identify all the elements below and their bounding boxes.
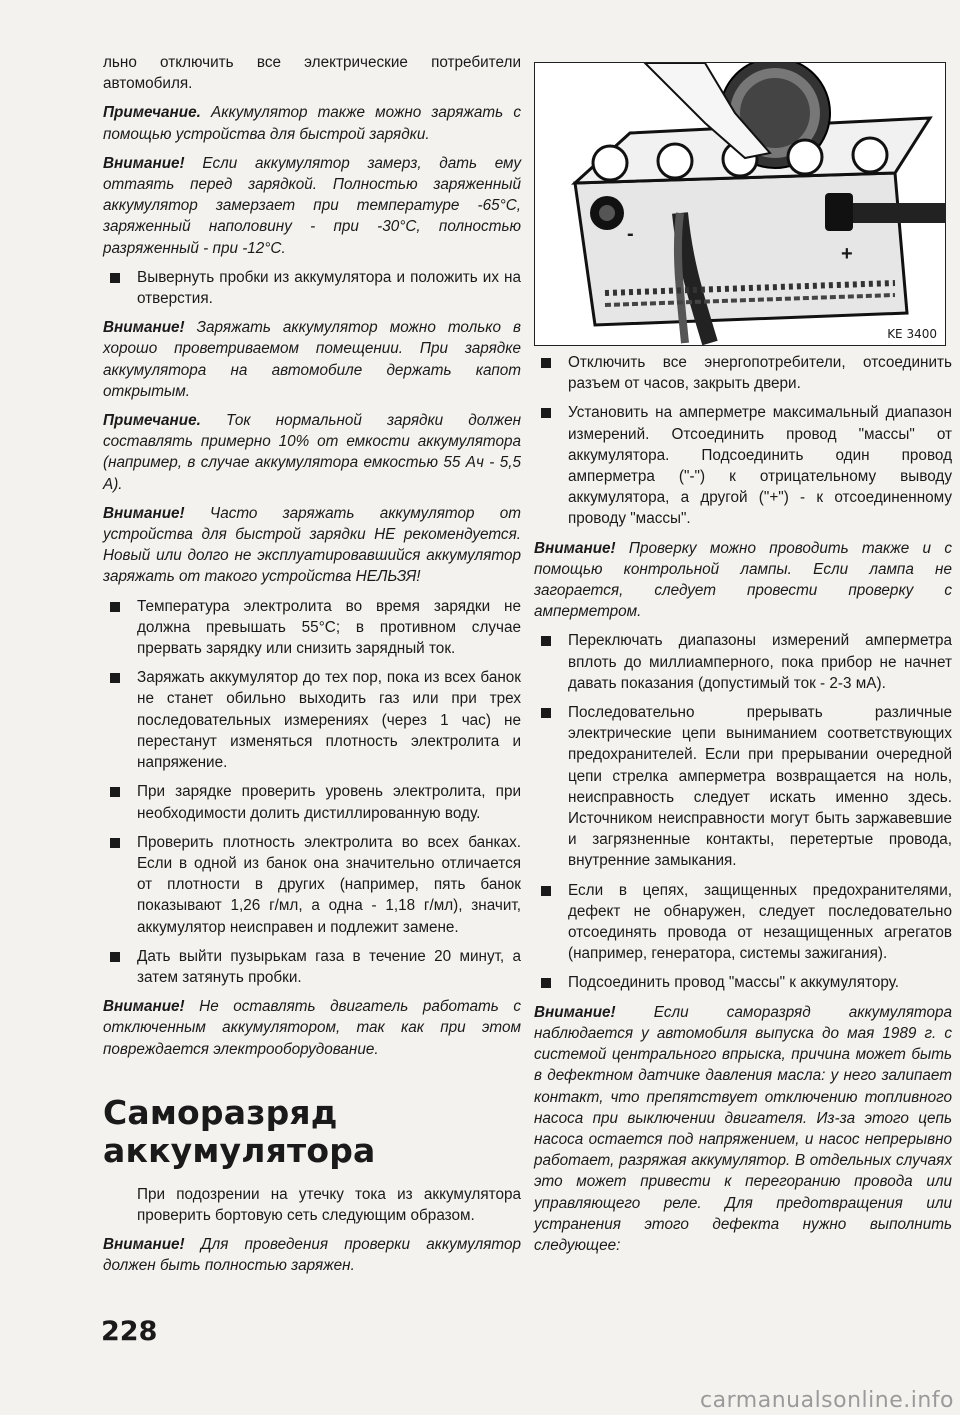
warning-text: Не оставлять двигатель работать с отключенным аккумулятором, так как при этом повреждается электрооборудование.: [103, 998, 521, 1058]
list-item: [103, 832, 521, 938]
list-item-text: Температура электролита во время зарядки не должна превышать 55°C; в противном случае прервать зарядку или снизить зарядный ток.: [137, 597, 521, 658]
page-number: 228: [101, 1316, 158, 1347]
paragraph: льно отключить все электрические потребители автомобиля.: [103, 54, 521, 93]
bullet-square-icon: [541, 978, 551, 988]
paragraph: При подозрении на утечку тока из аккумулятора проверить бортовую сеть следующим образом.: [137, 1185, 521, 1224]
list-item: [534, 352, 952, 394]
warning: [534, 1002, 952, 1256]
warning-lead: Внимание!: [103, 319, 185, 337]
list-item: [534, 402, 952, 529]
list-item-text: Установить на амперметре максимальный диапазон измерений. Отсоединить провод "массы" от аккумулятора. Подсоединить один провод амперметра ("-") к отрицательному выводу аккумулятора, а другой ("+") - к отсоединенному проводу "массы".: [568, 404, 952, 528]
warning-text: Для проведения проверки аккумулятор должен быть полностью заряжен.: [103, 1236, 521, 1275]
warning: [534, 538, 952, 623]
bullet-square-icon: [541, 358, 551, 368]
figure-label: KE 3400: [887, 327, 937, 341]
warning-lead: Внимание!: [103, 1236, 185, 1254]
warning: [103, 996, 521, 1060]
note: [103, 410, 521, 495]
note: [103, 102, 521, 144]
bullet-square-icon: [110, 787, 120, 797]
note-text: Аккумулятор также можно заряжать с помощью устройства для быстрой зарядки.: [103, 104, 521, 143]
bullet-square-icon: [541, 408, 551, 418]
battery-illustration: [534, 62, 946, 346]
list-item-text: Если в цепях, защищенных предохранителями, дефект не обнаружен, следует последовательно отсоединять провода от незащищенных агрегатов (например, генератора, системы зажигания).: [568, 881, 952, 963]
list-item: [534, 702, 952, 872]
warning-lead: Внимание!: [103, 154, 185, 172]
list-item: [103, 781, 521, 823]
warning-lead: Внимание!: [103, 998, 185, 1016]
bullet-square-icon: [541, 886, 551, 896]
bullet-square-icon: [110, 838, 120, 848]
note-lead: Примечание.: [103, 104, 201, 122]
list-item: [103, 596, 521, 660]
warning: [103, 1234, 521, 1276]
list-item-text: Последовательно прерывать различные электрические цепи выниманием соответствующих предохранителей. Если при прерывании очередной цепи стрелка амперметра возвращается на ноль, неисправность следует искать именно здесь. Источником неисправности могут быть заржавевшие и загрязненные контакты, перетертые провода, внутренние замыкания.: [568, 704, 952, 870]
list-item: [534, 972, 952, 993]
list-item-text: При зарядке проверить уровень электролита, при необходимости долить дистиллированную воду.: [137, 783, 521, 822]
warning: [103, 503, 521, 588]
bullet-square-icon: [541, 636, 551, 646]
right-column: [534, 352, 952, 1264]
list-item-text: Переключать диапазоны измерений амперметра вплоть до миллиамперного, пока прибор не начнет давать показания (допустимый ток - 2-3 мА).: [568, 632, 952, 692]
list-item: [103, 946, 521, 988]
bullet-square-icon: [110, 952, 120, 962]
bullet-square-icon: [541, 708, 551, 718]
note-lead: Примечание.: [103, 412, 201, 430]
list-item: [534, 630, 952, 694]
bullet-square-icon: [110, 273, 120, 283]
bullet-square-icon: [110, 602, 120, 612]
warning-text: Заряжать аккумулятор можно только в хорошо проветриваемом помещении. При зарядке аккумулятора на автомобиле держать капот открытым.: [103, 319, 521, 400]
warning: [103, 153, 521, 259]
list-item: [103, 267, 521, 309]
list-item-text: Вывернуть пробки из аккумулятора и положить их на отверстия.: [137, 268, 521, 308]
section-heading: Саморазряд аккумулятора: [103, 1092, 376, 1170]
watermark: carmanualsonline.info: [700, 1388, 954, 1413]
warning-text: Если аккумулятор замерз, дать ему оттаять перед зарядкой. Полностью заряженный аккумулятор замерзает при температуре -65°C, заряженный наполовину - при -30°C, полностью разряженный - при -12°C.: [103, 154, 521, 257]
warning-lead: Внимание!: [103, 504, 185, 522]
warning-text: Проверку можно проводить также и с помощью контрольной лампы. Если лампа не загорается, следует провести проверку с амперметром.: [534, 539, 952, 621]
left-column: [103, 52, 521, 1285]
battery-drawing: [535, 63, 945, 345]
warning-lead: Внимание!: [534, 1003, 616, 1021]
note-text: Ток нормальной зарядки должен составлять примерно 10% от емкости аккумулятора (например, в случае аккумулятора емкостью 55 Ач - 5,5 А).: [103, 412, 521, 493]
warning-text: Часто заряжать аккумулятор от устройства для быстрой зарядки НЕ рекомендуется. Новый или долго не эксплуатировавшийся аккумулятор заряжать от такого устройства НЕЛЬЗЯ!: [103, 504, 521, 586]
list-item-text: Отключить все энергопотребители, отсоединить разъем от часов, закрыть двери.: [568, 354, 952, 393]
list-item-text: Заряжать аккумулятор до тех пор, пока из всех банок не станет обильно выходить газ или при трех последовательных измерениях (через 1 час) не перестанут изменяться плотность электролита и напряжение.: [137, 669, 521, 772]
warning: [103, 317, 521, 402]
bullet-square-icon: [110, 673, 120, 683]
list-item-text: Дать выйти пузырькам газа в течение 20 минут, а затем затянуть пробки.: [137, 947, 521, 986]
list-item-text: Подсоединить провод "массы" к аккумулятору.: [568, 974, 900, 992]
list-item-text: Проверить плотность электролита во всех банках. Если в одной из банок она значительно отличается от плотности в других (например, пять банок показывают 1,26 г/мл, а одна - 1,18 г/мл), значит, аккумулятор неисправен и подлежит замене.: [137, 833, 521, 936]
warning-text: Если саморазряд аккумулятора наблюдается у автомобиля выпуска до мая 1989 г. с системой центрального впрыска, причина может быть в дефектном датчике давления масла: у него залипает контакт, что препятствует отключению топливного насоса при выключении двигателя. Из-за этого цепь насоса остается под напряжением, и насос непрерывно работает, разряжая аккумулятор. В отдельных случаях это может привести к перегоранию провода или управляющего реле. Для предотвращения или устранения этого дефекта нужно выполнить следующее:: [534, 1003, 952, 1254]
minus-sign: -: [627, 223, 634, 245]
plus-sign: +: [841, 243, 853, 265]
list-item: [103, 667, 521, 773]
list-item: [534, 880, 952, 965]
warning-lead: Внимание!: [534, 539, 616, 557]
